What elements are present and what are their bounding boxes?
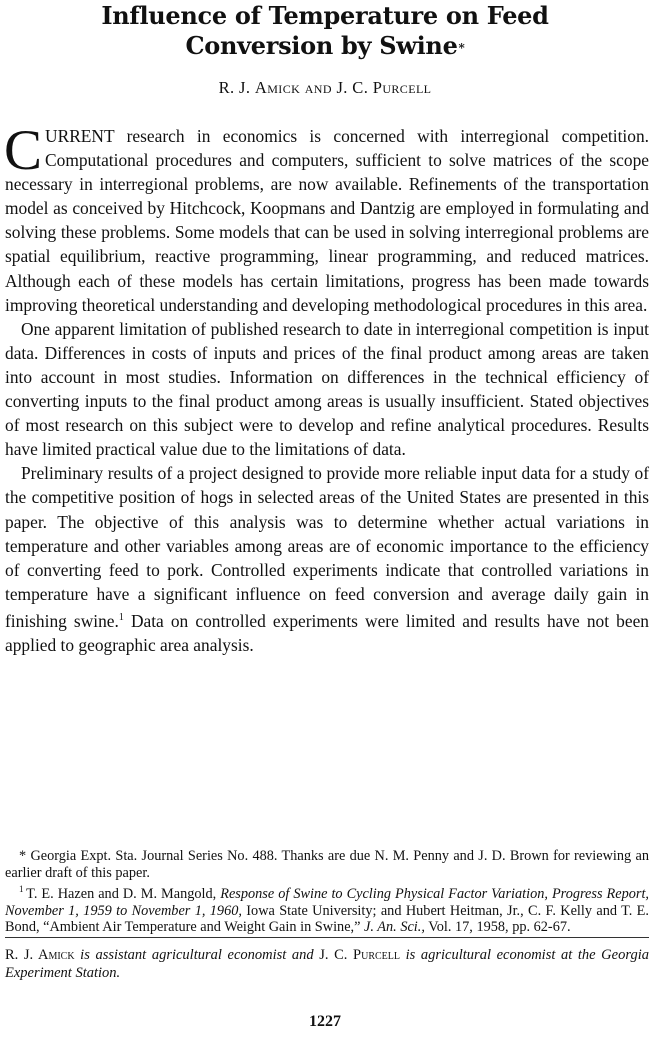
article-title-line-2 [0, 31, 650, 61]
author-conjunction: and [300, 78, 337, 97]
drop-cap: C [4, 119, 43, 182]
page-number: 1227 [309, 1013, 341, 1030]
footnote-1-mid: Iowa State University; and Hubert Heitman, Jr., C. F. Kelly and T. E. Bond, “Ambient Air Temperature and Weight Gain in Swine,” [5, 902, 649, 936]
article-body [4, 119, 649, 657]
title-footnote-mark: * [458, 41, 465, 55]
body-paragraph-3-text-a: Preliminary results of a project designed to provide more reliable input data for a study of the competitive position of hogs in selected areas of the United States are presented in this paper. The objective of this analysis was to determine whether actual variations in temperature and other variables among areas are of economic importance to the efficiency of converting feed to pork. Controlled experiments indicate that controlled variations in temperature have a significant influence on feed conversion and average daily gain in finishing swine. [5, 463, 649, 631]
bio-author-1: R. J. Amick [5, 947, 75, 963]
footnote-reference-1: 1 [118, 611, 124, 623]
body-paragraph-3 [5, 461, 649, 657]
body-paragraph-1 [4, 119, 649, 317]
footnote-1-mark: 1 [19, 884, 27, 895]
bio-role-1: is assistant agricultural economist and [74, 947, 320, 963]
bio-role-2: is agricultural economist at the Georgia Experiment Station. [5, 947, 649, 981]
footnote-1-pre: T. E. Hazen and D. M. Mangold, [26, 885, 221, 902]
footnote-1-journal: J. An. Sci., [364, 919, 425, 936]
footnote-1-report-title: Response of Swine to Cycling Physical Factor Variation, Progress Report, November 1, 1959 to November 1, 1960, [5, 885, 650, 919]
article-title-line-1: Influence of Temperature on Feed [101, 1, 549, 30]
body-paragraph-3-text-b: Data on controlled experiments were limited and results have not been applied to geographic area analysis. [5, 610, 649, 655]
footnote-1 [5, 881, 649, 936]
author-2-surname: Purcell [372, 78, 432, 97]
article-title-line-2-text: Conversion by Swine [185, 31, 458, 60]
bio-author-2: J. C. Purcell [319, 947, 400, 963]
body-paragraph-2: One apparent limitation of published research to date in interregional competition is input data. Differences in costs of inputs and prices of the final product among areas are taken into account in most studies. Information on differences in the technical efficiency of converting inputs to the final product among areas is usually insufficient. Stated objectives of most research on this subject were to develop and refine analytical procedures. Results have limited practical value due to the limitations of data. [5, 318, 649, 460]
author-1-surname: Amick [254, 78, 301, 97]
footnote-star-text: Georgia Expt. Sta. Journal Series No. 488. Thanks are due N. M. Penny and J. D. Brown for reviewing an earlier draft of this paper. [5, 848, 649, 881]
footnote-1-post: Vol. 17, 1958, pp. 62-67. [424, 919, 571, 936]
body-paragraph-1-text: URRENT research in economics is concerned with interregional competition. Computational procedures and computers, sufficient to solve matrices of the scope necessary in interregional problems, are now available. Refinements of the transportation model as conceived by Hitchcock, Koopmans and Dantzig are employed in formulating and solving these problems. Some models that can be used in solving interregional problems are spatial equilibrium, reactive programming, linear programming, and reduced matrices. Although each of these models has certain limitations, progress has been made towards improving theoretical understanding and developing methodological procedures in this area. [5, 126, 649, 315]
bio-divider [5, 937, 649, 938]
author-line [0, 78, 650, 98]
footnote-star-mark: * [19, 848, 31, 864]
footnotes [5, 848, 649, 936]
footnote-star [5, 848, 649, 881]
author-1-initials: R. J. [218, 78, 255, 97]
author-bio [5, 946, 649, 982]
author-2-initials: J. C. [336, 78, 373, 97]
